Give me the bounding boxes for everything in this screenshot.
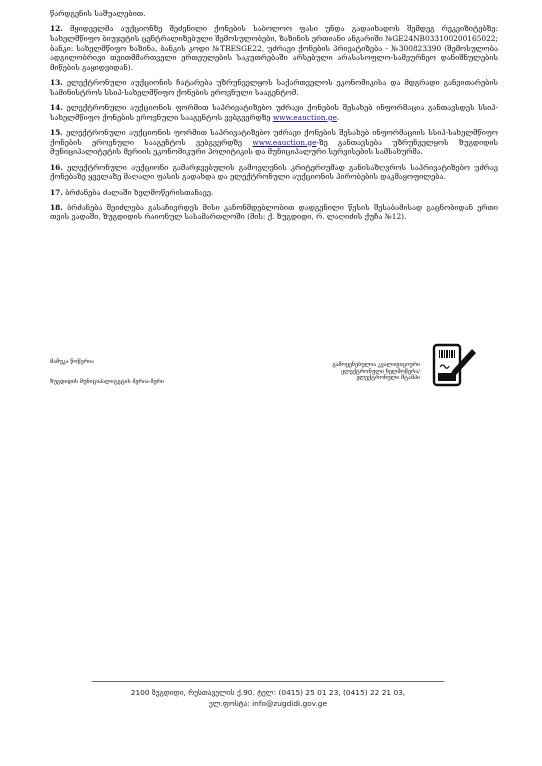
paragraph-13 — [50, 78, 498, 97]
paragraph-14 — [50, 103, 498, 122]
paragraph-text: ბრძანება შეიძლება გასაჩივრდეს მისი კანონმდებლობით დადგენილი წესის შესაბამისად გაცნობიდან ერთი თვის ვადაში, ზუგდიდის რაიონულ სასამართლოში (მის: ქ. ზუგდიდი, რ. ლაღიძის ქუჩა №12). — [50, 202, 498, 222]
paragraph-12 — [50, 24, 498, 73]
paragraph-text: ელექტრონული აუქციონის ჩატარება უზრუნველყოს საქართველოს ეკონომიკისა და მდგრადი განვითარების სამინისტროს სსიპ-სახელმწიფო ქონების ეროვნული სააგენტომ. — [50, 78, 498, 97]
paragraph-text: ელექტრონული აუქციონი გამარჯვებულის გამოვლენის კრიტერიუმად განისაზღვროს საპრივატიზებო უძრავ ქონებაზე ყველაზე მაღალი ფასის გადახდა და ელექტრონული აუქციონის პირობების დაკმაყოფილება. — [50, 162, 498, 182]
paragraph-text-after: . — [337, 112, 340, 122]
footer — [92, 687, 444, 709]
paragraph-17 — [50, 188, 498, 198]
paragraph-18 — [50, 203, 498, 222]
paragraph-number: 13. — [50, 78, 63, 88]
signer-title: ზუგდიდის მუნიციპალიტეტის მერია-მერი — [50, 379, 164, 385]
paragraph-text-after: -ზე განთავსება უზრუნველყოს ზუგდიდის მუნიციპალიტეტის მერიის ეკონომიკური პოლიტიკის და მუნიციპალური სერვისების სამსახურმა. — [50, 137, 498, 157]
paragraph-text: ელექტრონული აუქციონის ფორმით საპრივატიზებო უძრავი ქონების შესახებ ინფორმაცია განთავსდეს სსიპ-სახელმწიფო ქონების ეროვნული სააგენტოს ვებგვერდზე — [50, 103, 498, 122]
paragraph-text: ბრძანება ძალაში ხელმოწერისთანავე. — [62, 187, 214, 197]
eauction-link[interactable]: www.eauction.ge — [272, 112, 337, 122]
stamp-line: ელექტრონული შტამპი — [356, 375, 420, 382]
stamp-line: ელექტრონული ხელმოწერა/ — [341, 368, 420, 375]
intro-line: წარდგენის საშუალებით. — [50, 9, 146, 18]
paragraph-15 — [50, 128, 498, 157]
paragraph-number: 17. — [50, 187, 63, 197]
paragraph-16 — [50, 163, 498, 182]
paragraph-number: 16. — [50, 162, 63, 172]
footer-address: 2100 ზუგდიდი, რუსთაველის ქ.90. ტელ: (0415) 25 01 23, (0415) 22 21 03, — [130, 688, 406, 697]
electronic-signature-note — [260, 362, 420, 382]
paragraph-number: 15. — [50, 128, 63, 138]
footer-divider — [92, 681, 444, 682]
paragraph-number: 12. — [50, 24, 63, 34]
signer-name: მამუკა წოწერია — [50, 359, 94, 365]
paragraph-text: მყიდველმა აუქციონზე შეძენილი ქონების საბოლოო ფასი უნდა გადაიხადოს შემდეგ რეკვიზიტებზე: სახელმწიფო ბიუჯეტის ცენტრალიზებული შემოსულობები, ზაზინის ერთიანი ანგარიში №GE24NB0331002001650​22; ბანკი: სახელმწიფო ხაზინა, ბანკის კოდი №TRESGE22, უძრავი ქონების პრივატიზება - №300823390 (შემოსულობა ადგილობრივი თვითმმართველი ერთეულების საკუთრებაში არსებული არასასოფლო-სამეურნეო დანიშნულების მიწების გაყიდვიდან). — [50, 24, 498, 73]
electronic-signature-icon — [430, 343, 478, 387]
stamp-line: გამოყენებულია კვალიფიციური — [332, 362, 420, 368]
paragraph-number: 14. — [50, 103, 63, 113]
paragraph-text: ელექტრონული აუქციონის ფორმით საპრივატიზებო უძრავი ქონების შესახებ ინფორმაციის სსიპ-სახელმწიფო ქონების ეროვნული სააგენტოს ვებგვერდზე — [50, 128, 498, 147]
document-body — [50, 9, 498, 228]
signature-block — [50, 335, 498, 385]
footer-email: ელ.ფოსტა: info@zugdidi.gov.ge — [208, 699, 328, 708]
eauction-link[interactable]: www.eauction.ge — [252, 137, 317, 147]
paragraph-number: 18. — [50, 202, 63, 212]
